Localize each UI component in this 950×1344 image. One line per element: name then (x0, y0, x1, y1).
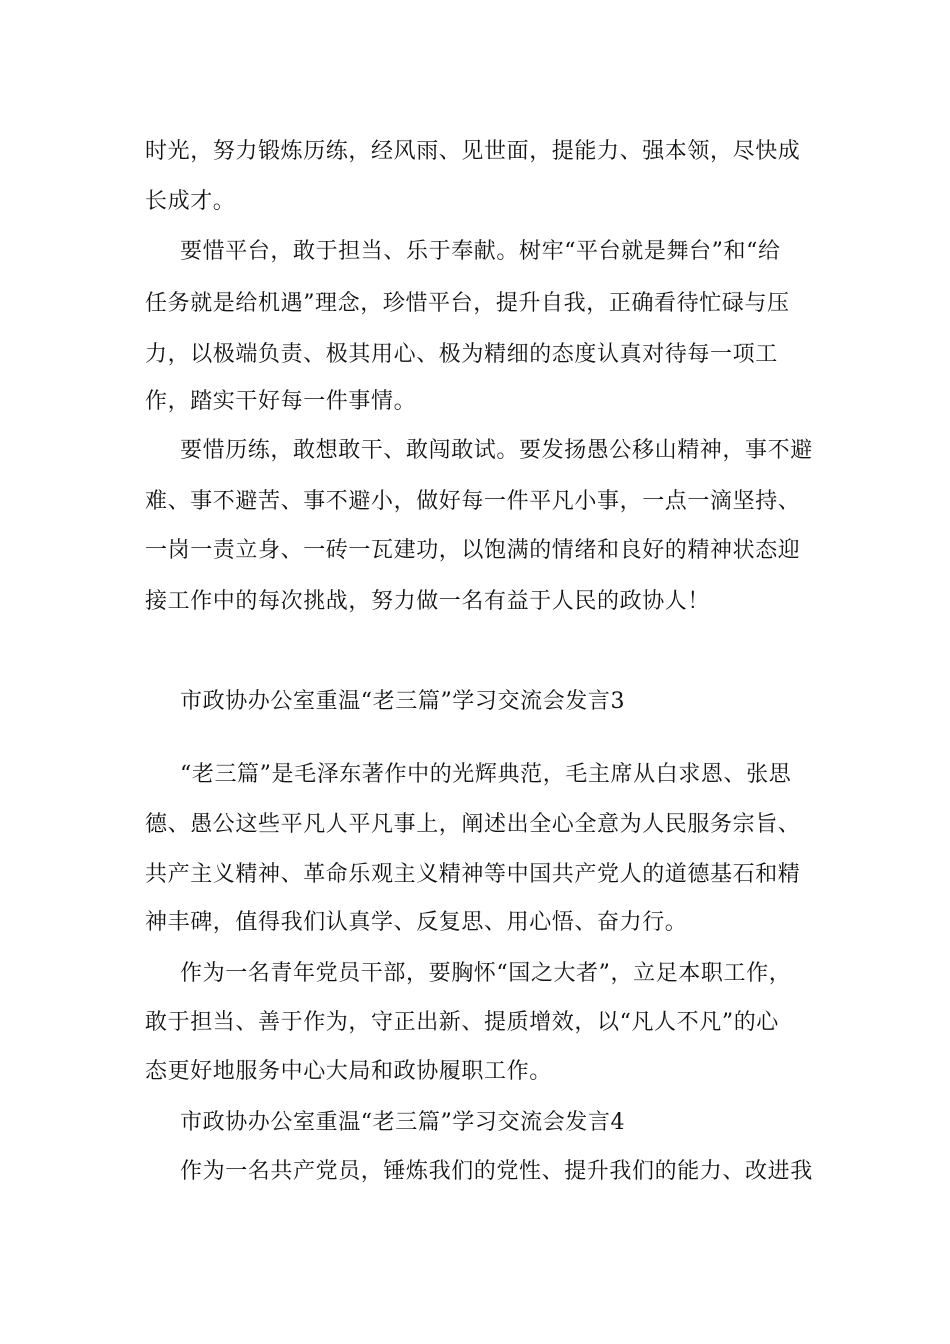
paragraph-line: 长成才。 (145, 189, 236, 214)
paragraph-line: 难、事不避苦、事不避小，做好每一件平凡小事，一点一滴坚持、 (145, 489, 801, 514)
section-heading: 市政协办公室重温“老三篇”学习交流会发言4 (180, 1110, 626, 1135)
paragraph-line: 神丰碑，值得我们认真学、反复思、用心悟、奋力行。 (145, 910, 688, 935)
paragraph-line: 时光，努力锻炼历练，经风雨、见世面，提能力、强本领，尽快成 (145, 139, 801, 164)
paragraph-line: 敢于担当、善于作为，守正出新、提质增效，以“凡人不凡”的心 (145, 1010, 779, 1035)
paragraph-line: 力，以极端负责、极其用心、极为精细的态度认真对待每一项工 (145, 342, 778, 367)
paragraph-line: 作为一名青年党员干部，要胸怀“国之大者”，立足本职工作， (180, 961, 792, 986)
paragraph-line: 接工作中的每次挑战，努力做一名有益于人民的政协人！ (145, 589, 711, 614)
paragraph-line: 要惜历练，敢想敢干、敢闯敢试。要发扬愚公移山精神，事不避 (180, 438, 813, 463)
paragraph-line: 共产主义精神、革命乐观主义精神等中国共产党人的道德基石和精 (145, 862, 801, 887)
section-heading: 市政协办公室重温“老三篇”学习交流会发言3 (180, 689, 626, 714)
paragraph-line: 任务就是给机遇”理念，珍惜平台，提升自我，正确看待忙碌与压 (145, 291, 790, 316)
paragraph-line: 德、愚公这些平凡人平凡事上，阐述出全心全意为人民服务宗旨、 (145, 812, 801, 837)
paragraph-line: 态更好地服务中心大局和政协履职工作。 (145, 1059, 552, 1084)
paragraph-line: 要惜平台，敢于担当、乐于奉献。树牢“平台就是舞台”和“给 (180, 239, 781, 264)
paragraph-line: “老三篇”是毛泽东著作中的光辉典范，毛主席从白求恩、张思 (180, 762, 792, 787)
paragraph-line: 作为一名共产党员，锤炼我们的党性、提升我们的能力、改进我 (180, 1159, 813, 1184)
paragraph-line: 作，踏实干好每一件事情。 (145, 389, 417, 414)
paragraph-line: 一岗一责立身、一砖一瓦建功，以饱满的情绪和良好的精神状态迎 (145, 538, 801, 563)
